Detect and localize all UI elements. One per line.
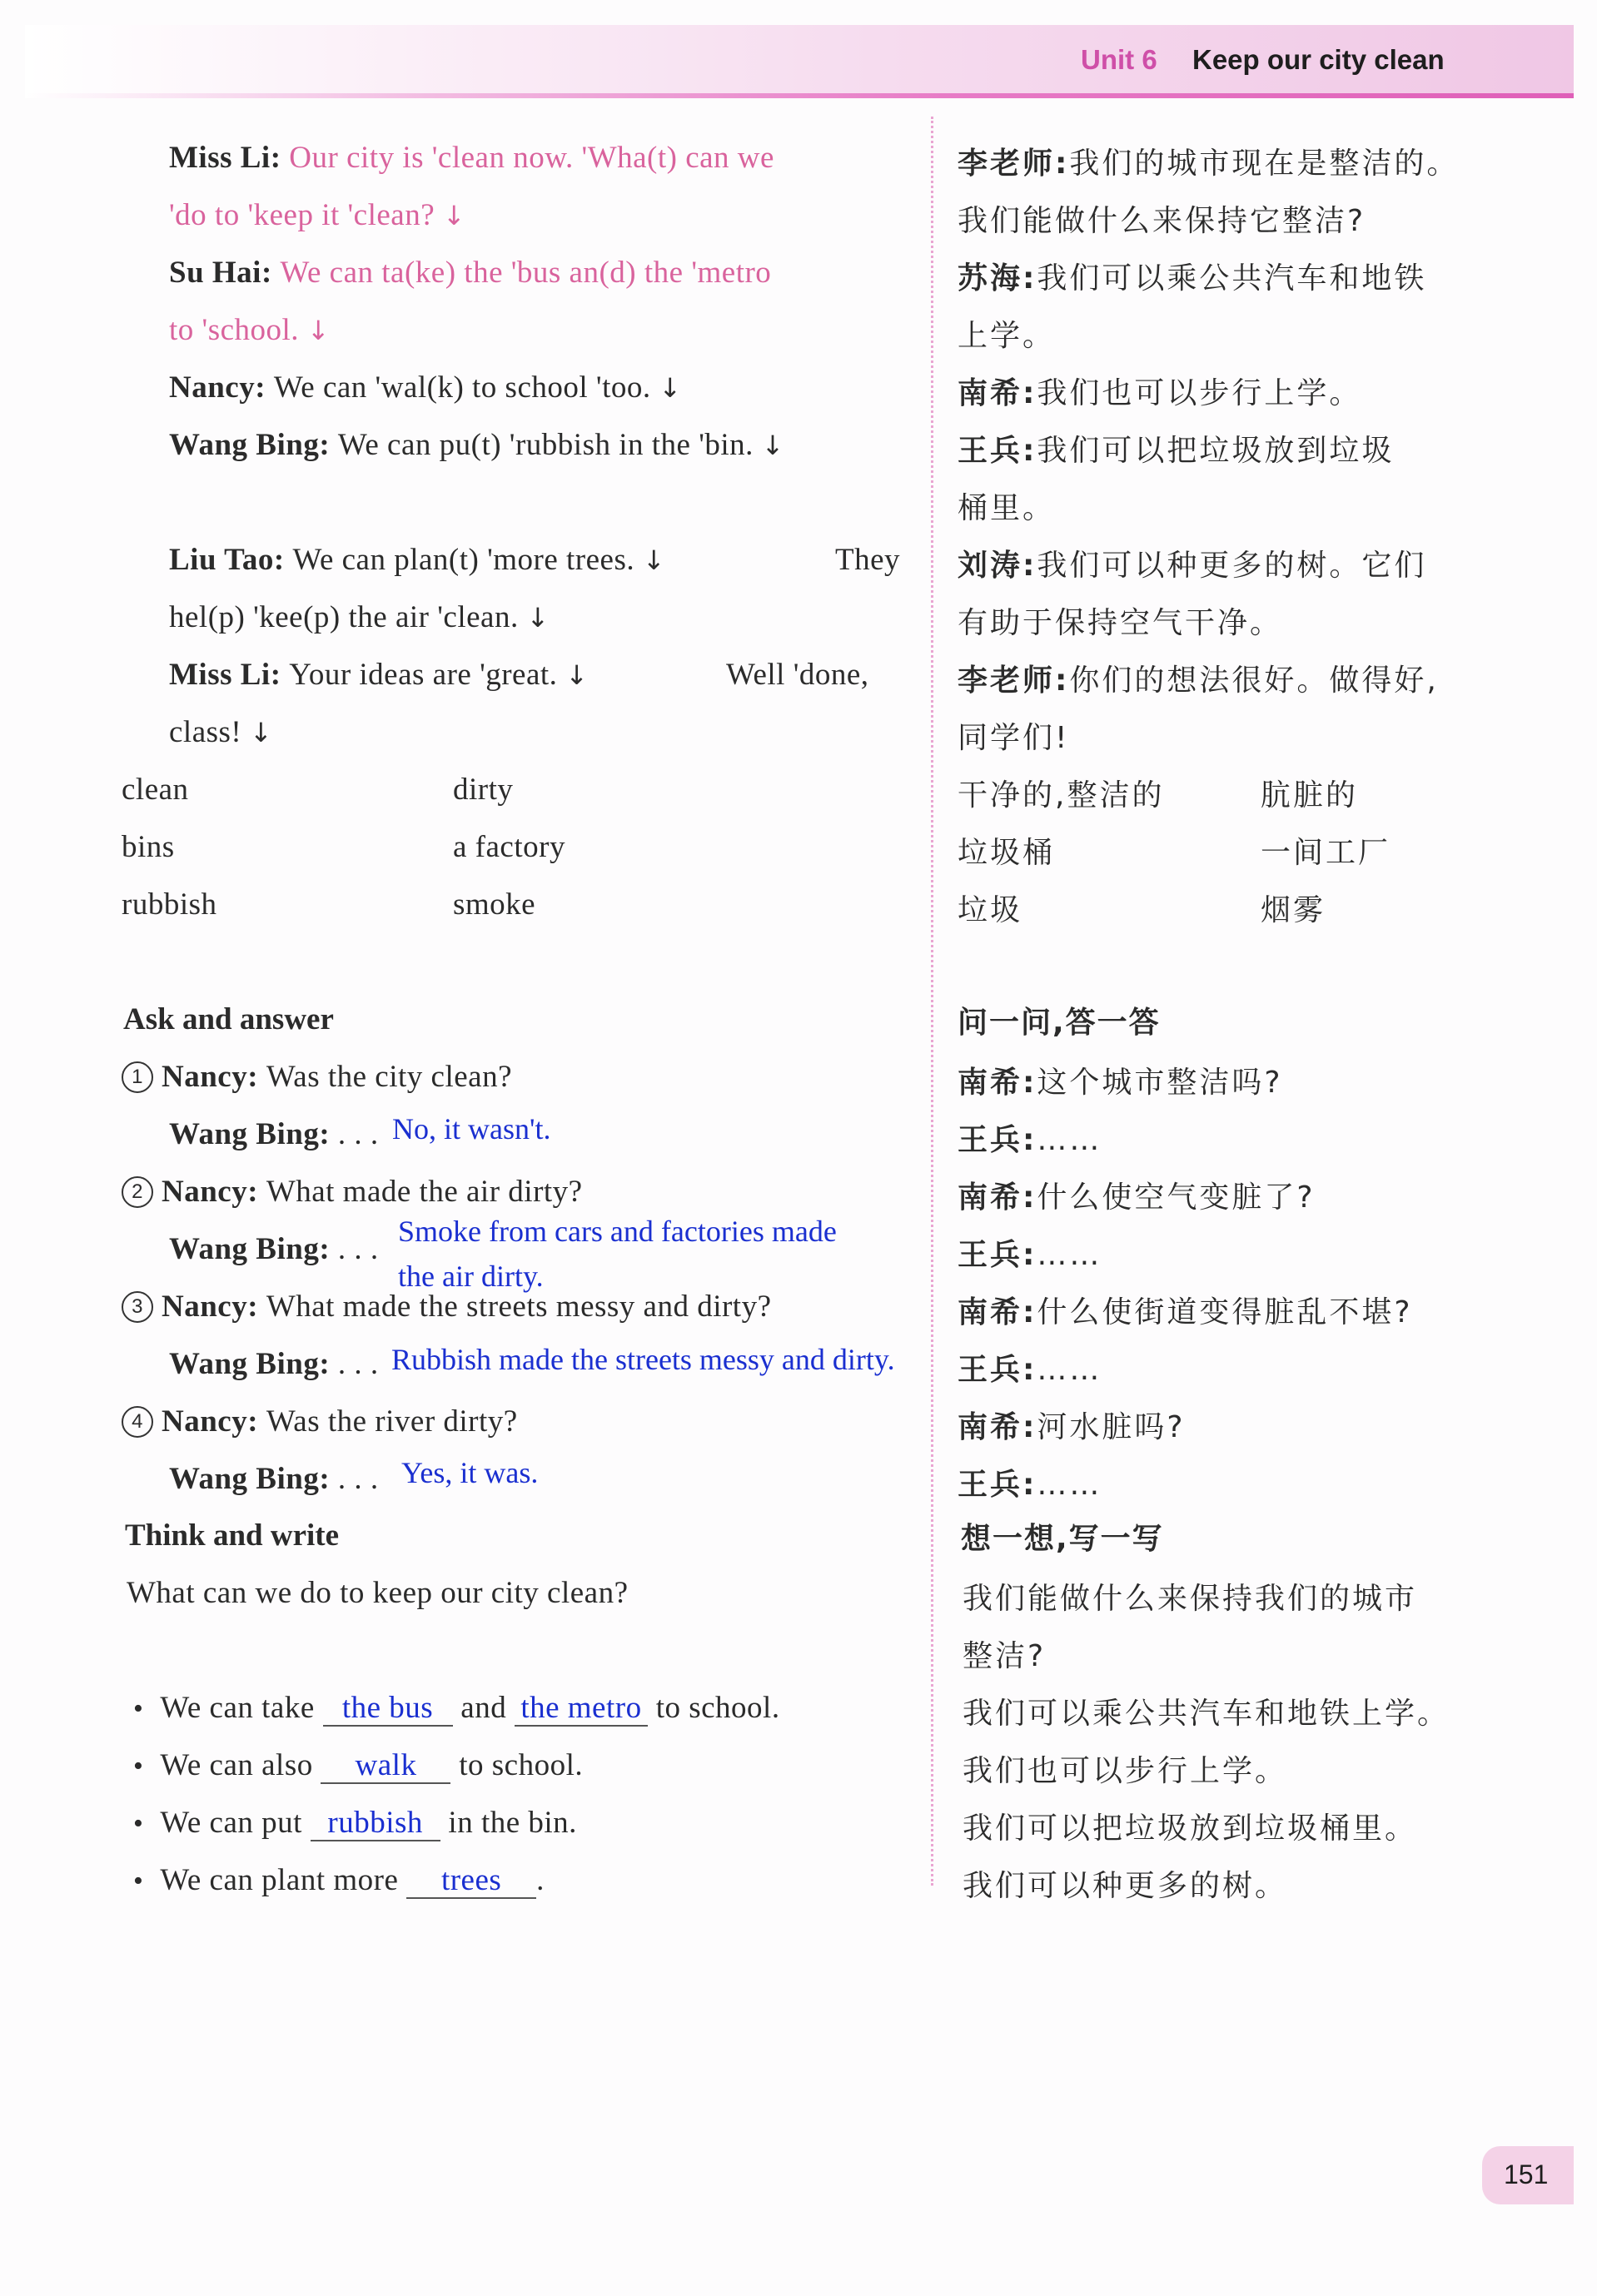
section-heading: Think and write — [125, 1518, 340, 1553]
handwritten-answer: No, it wasn't. — [392, 1112, 551, 1146]
answer-blank: the metro — [515, 1692, 648, 1727]
answer-line: Wang Bing: . . . — [169, 1117, 379, 1151]
dialogue-line: hel(p) 'kee(p) the air 'clean. ↓ — [169, 600, 550, 634]
dialogue-line: Nancy: We can 'wal(k) to school 'too. ↓ — [169, 370, 682, 405]
dialogue-line: Miss Li: Our city is 'clean now. 'Wha(t) can we — [169, 141, 774, 175]
question-line: 4 Nancy: Was the river dirty? — [122, 1404, 518, 1439]
falling-tone-icon: ↓ — [761, 430, 784, 461]
cn-answer-line: 王兵:…… — [958, 1123, 1102, 1157]
cn-dialogue-line: 桶里。 — [958, 491, 1056, 525]
cn-question-line: 南希:这个城市整洁吗? — [958, 1066, 1283, 1100]
vocab-word: bins — [122, 830, 175, 864]
cn-vocab-word: 一间工厂 — [1261, 836, 1391, 870]
cn-dialogue-line: 苏海:我们可以乘公共汽车和地铁 — [958, 261, 1427, 296]
question-line: 1 Nancy: Was the city clean? — [122, 1059, 512, 1095]
answer-line: Wang Bing: . . . — [169, 1462, 379, 1496]
answer-blank: walk — [321, 1749, 450, 1784]
write-sentence: • We can take the bus and the metro to school. — [133, 1691, 780, 1725]
question-line: 3 Nancy: What made the streets messy and dirty? — [122, 1289, 772, 1324]
falling-tone-icon: ↓ — [659, 372, 682, 404]
answer-blank: rubbish — [311, 1806, 440, 1841]
write-sentence: • We can put rubbish in the bin. — [133, 1806, 577, 1840]
cn-write-sentence: 我们也可以步行上学。 — [963, 1754, 1288, 1788]
falling-tone-icon: ↓ — [250, 717, 273, 748]
answer-blank: trees — [406, 1864, 536, 1899]
vocab-word: a factory — [453, 830, 565, 864]
cn-dialogue-line: 有助于保持空气干净。 — [958, 606, 1283, 640]
write-sentence: • We can also walk to school. — [133, 1748, 584, 1782]
dialogue-line: Well 'done, — [726, 658, 869, 692]
dialogue-line: Wang Bing: We can pu(t) 'rubbish in the 'bin. ↓ — [169, 428, 784, 462]
dialogue-line: Su Hai: We can ta(ke) the 'bus an(d) the 'metro — [169, 256, 772, 290]
cn-answer-line: 王兵:…… — [958, 1353, 1102, 1387]
unit-label: Unit 6 — [1081, 44, 1157, 75]
cn-question-line: 南希:什么使街道变得脏乱不堪? — [958, 1295, 1413, 1329]
handwritten-answer: Yes, it was. — [401, 1456, 539, 1489]
handwritten-answer: the air dirty. — [398, 1260, 544, 1293]
dialogue-line: class! ↓ — [169, 715, 273, 749]
cn-question-line: 南希:什么使空气变脏了? — [958, 1180, 1316, 1215]
cn-vocab-word: 垃圾桶 — [958, 836, 1056, 870]
answer-blank: the bus — [323, 1692, 453, 1727]
page-number: 151 — [1504, 2159, 1549, 2189]
dialogue-line: 'do to 'keep it 'clean? ↓ — [169, 198, 466, 232]
cn-write-sentence: 我们可以乘公共汽车和地铁上学。 — [963, 1697, 1450, 1731]
vocab-word: rubbish — [122, 887, 217, 922]
cn-write-sentence: 我们可以把垃圾放到垃圾桶里。 — [963, 1811, 1418, 1846]
handwritten-answer: Rubbish made the streets messy and dirty. — [391, 1343, 895, 1376]
falling-tone-icon: ↓ — [565, 659, 589, 691]
cn-write-sentence: 我们可以种更多的树。 — [963, 1869, 1288, 1903]
cn-dialogue-line: 王兵:我们可以把垃圾放到垃圾 — [958, 434, 1395, 468]
cn-vocab-word: 烟雾 — [1261, 893, 1326, 927]
cn-question-line: 南希:河水脏吗? — [958, 1410, 1186, 1444]
vocab-word: dirty — [453, 773, 514, 807]
question-line: 2 Nancy: What made the air dirty? — [122, 1174, 583, 1210]
cn-dialogue-line: 上学。 — [958, 319, 1056, 353]
cn-dialogue-line: 李老师:我们的城市现在是整洁的。 — [958, 147, 1460, 181]
cn-dialogue-line: 南希:我们也可以步行上学。 — [958, 376, 1362, 410]
falling-tone-icon: ↓ — [306, 315, 331, 346]
answer-line: Wang Bing: . . . — [169, 1232, 379, 1266]
vocab-word: smoke — [453, 887, 536, 922]
cn-prompt-question: 我们能做什么来保持我们的城市 — [963, 1582, 1418, 1616]
dialogue-line: to 'school. ↓ — [169, 313, 331, 347]
header-rule — [25, 93, 1574, 98]
handwritten-answer: Smoke from cars and factories made — [398, 1215, 837, 1248]
dialogue-line: Miss Li: Your ideas are 'great. ↓ — [169, 658, 589, 692]
cn-answer-line: 王兵:…… — [958, 1238, 1102, 1272]
dialogue-line: Liu Tao: We can plan(t) 'more trees. ↓ — [169, 543, 666, 577]
write-sentence: • We can plant more trees . — [133, 1863, 545, 1897]
column-divider — [931, 117, 933, 1886]
prompt-question: What can we do to keep our city clean? — [127, 1576, 629, 1610]
cn-dialogue-line: 同学们! — [958, 721, 1070, 755]
cn-dialogue-line: 李老师:你们的想法很好。做得好, — [958, 663, 1439, 698]
cn-vocab-word: 垃圾 — [958, 893, 1023, 927]
cn-vocab-word: 肮脏的 — [1261, 778, 1359, 813]
falling-tone-icon: ↓ — [526, 602, 550, 634]
cn-prompt-question: 整洁? — [963, 1639, 1047, 1673]
cn-answer-line: 王兵:…… — [958, 1468, 1102, 1502]
falling-tone-icon: ↓ — [642, 544, 666, 576]
cn-dialogue-line: 我们能做什么来保持它整洁? — [958, 204, 1366, 238]
cn-section-heading: 问一问,答一答 — [958, 1006, 1161, 1040]
falling-tone-icon: ↓ — [442, 200, 466, 231]
cn-dialogue-line: 刘涛:我们可以种更多的树。它们 — [958, 549, 1427, 583]
unit-title: Keep our city clean — [1192, 44, 1445, 75]
cn-section-heading: 想一想,写一写 — [961, 1522, 1164, 1556]
dialogue-line: They — [835, 543, 901, 577]
cn-vocab-word: 干净的,整洁的 — [958, 778, 1165, 813]
vocab-word: clean — [122, 773, 189, 807]
section-heading: Ask and answer — [123, 1002, 334, 1036]
answer-line: Wang Bing: . . . — [169, 1347, 379, 1381]
